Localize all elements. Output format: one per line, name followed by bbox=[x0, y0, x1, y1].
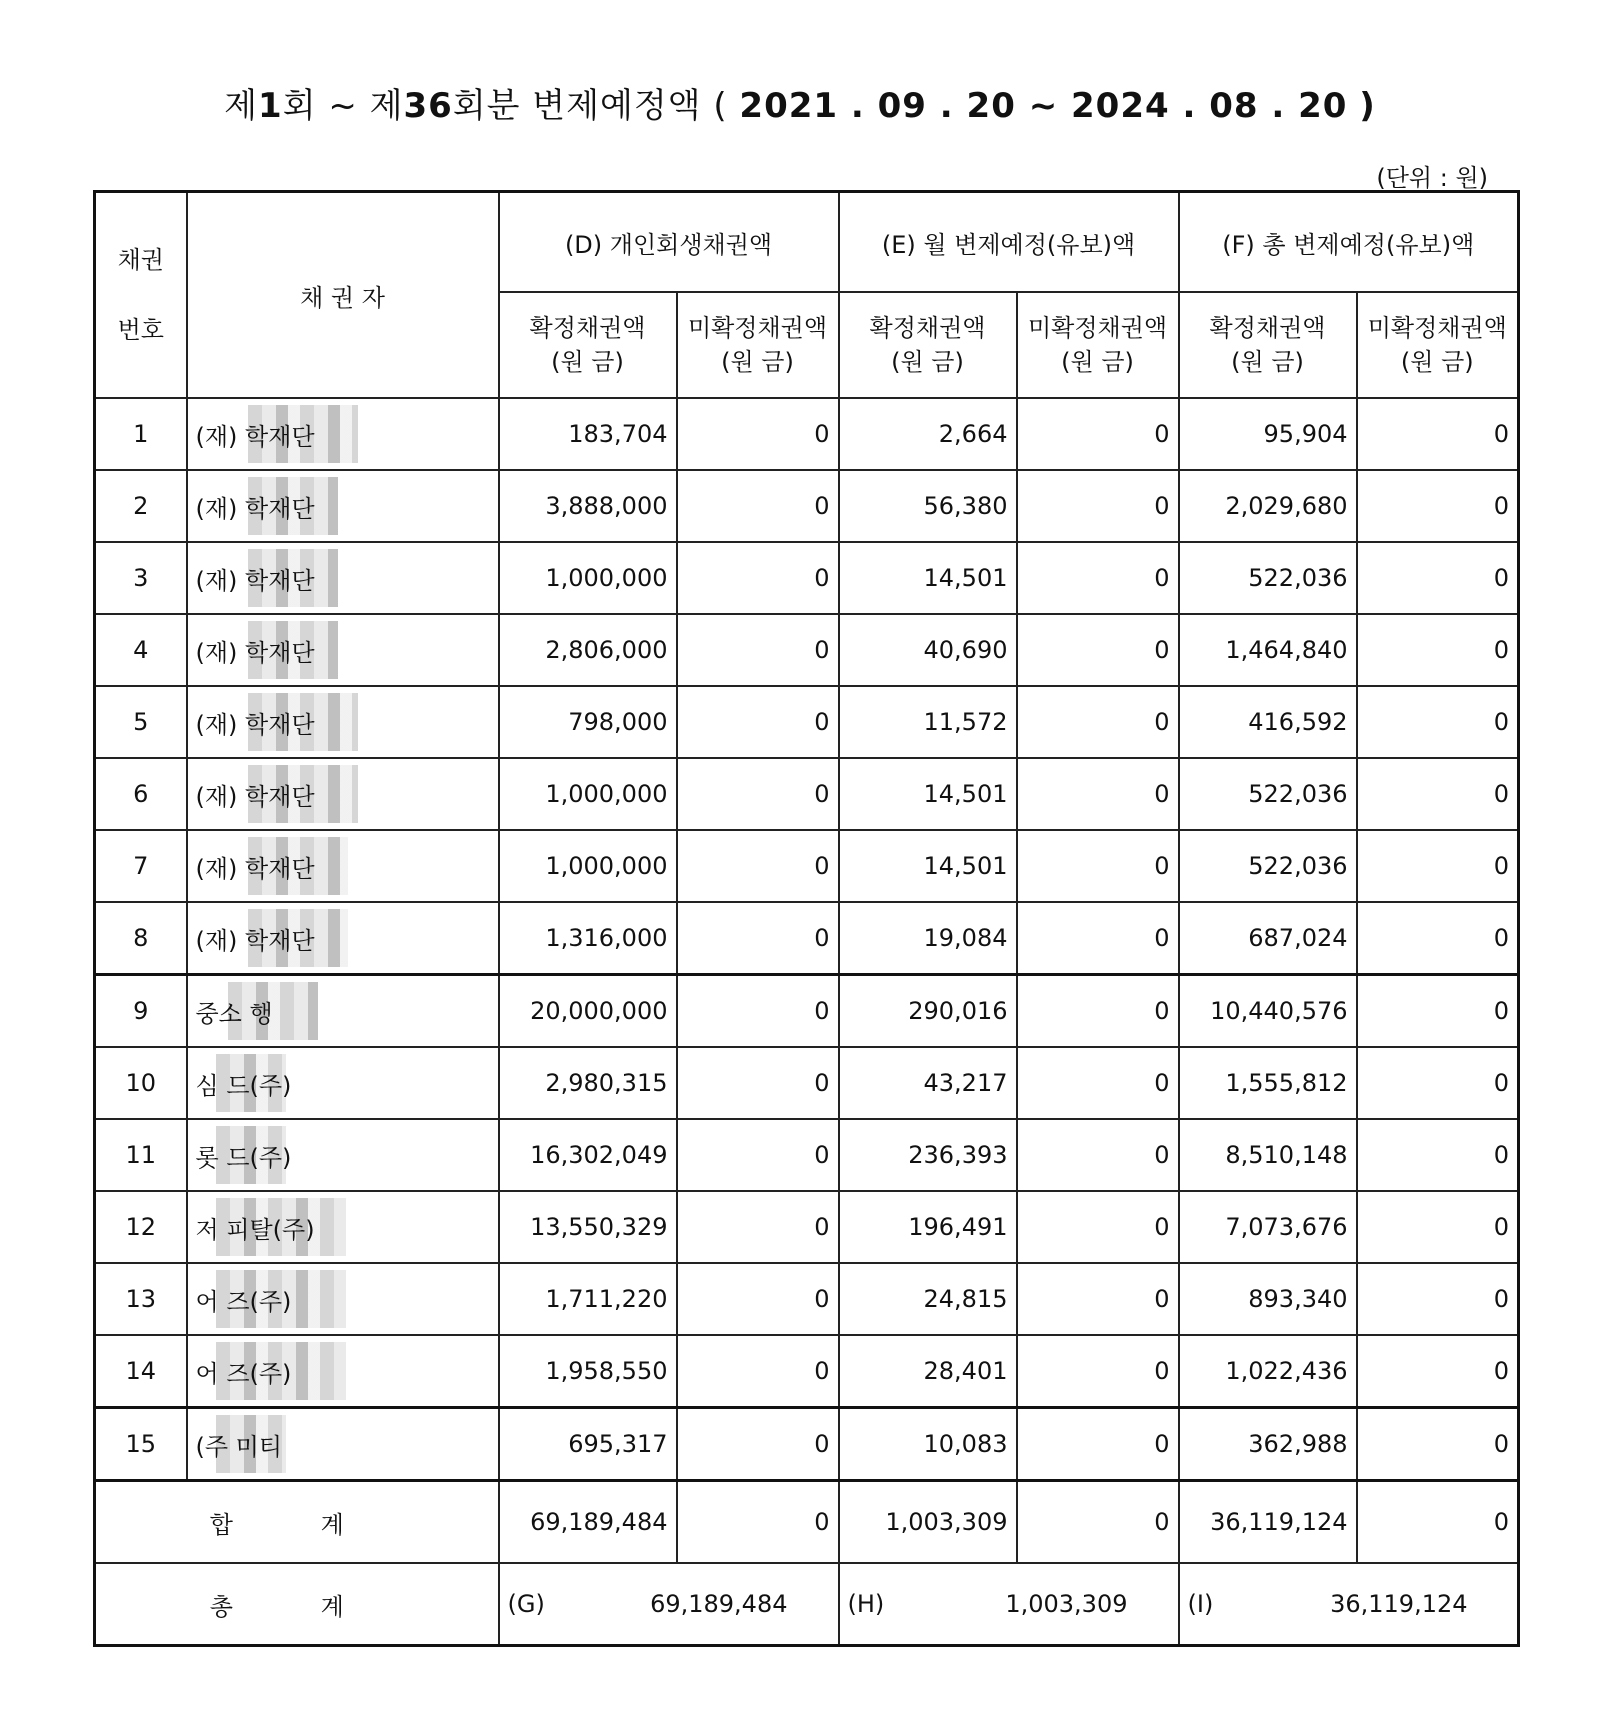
grand-total-i-value: 36,119,124 bbox=[1330, 1590, 1468, 1618]
creditor-number-cell: 14 bbox=[95, 1335, 187, 1408]
grand-total-h-value: 1,003,309 bbox=[1005, 1590, 1128, 1618]
creditor-number-cell: 13 bbox=[95, 1263, 187, 1335]
e-confirmed-cell: 43,217 bbox=[839, 1047, 1017, 1119]
creditor-number-cell: 2 bbox=[95, 470, 187, 542]
table-row bbox=[95, 470, 1519, 542]
d-confirmed-cell: 1,000,000 bbox=[499, 542, 677, 614]
d-unconfirmed-cell: 0 bbox=[677, 1408, 839, 1481]
f-unconfirmed-cell: 0 bbox=[1357, 1119, 1519, 1191]
d-confirmed-cell: 695,317 bbox=[499, 1408, 677, 1481]
creditor-name-cell bbox=[187, 1335, 499, 1408]
d-unconfirmed-cell: 0 bbox=[677, 1263, 839, 1335]
header-principal-label: (원 금) bbox=[1231, 348, 1304, 376]
header-e-unconfirmed bbox=[1017, 292, 1179, 398]
table-row bbox=[95, 902, 1519, 975]
creditor-number-cell: 7 bbox=[95, 830, 187, 902]
creditor-number-cell: 1 bbox=[95, 398, 187, 470]
e-unconfirmed-cell: 0 bbox=[1017, 902, 1179, 975]
e-confirmed-cell: 196,491 bbox=[839, 1191, 1017, 1263]
subtotal-f-unconfirmed: 0 bbox=[1357, 1481, 1519, 1564]
f-confirmed-cell: 522,036 bbox=[1179, 758, 1357, 830]
header-group-e: (E) 월 변제예정(유보)액 bbox=[839, 192, 1179, 293]
grand-total-h bbox=[839, 1563, 1179, 1646]
d-unconfirmed-cell: 0 bbox=[677, 1191, 839, 1263]
d-confirmed-cell: 20,000,000 bbox=[499, 975, 677, 1048]
creditor-name: (재) 학재단 bbox=[195, 422, 315, 451]
e-unconfirmed-cell: 0 bbox=[1017, 830, 1179, 902]
grand-total-row bbox=[95, 1563, 1519, 1646]
creditor-name: (재) 학재단 bbox=[195, 926, 315, 955]
d-unconfirmed-cell: 0 bbox=[677, 1335, 839, 1408]
e-confirmed-cell: 290,016 bbox=[839, 975, 1017, 1048]
f-confirmed-cell: 7,073,676 bbox=[1179, 1191, 1357, 1263]
d-confirmed-cell: 798,000 bbox=[499, 686, 677, 758]
header-unconfirmed-label: 미확정채권액 bbox=[687, 314, 828, 342]
creditor-name: (재) 학재단 bbox=[195, 782, 315, 811]
f-confirmed-cell: 8,510,148 bbox=[1179, 1119, 1357, 1191]
d-unconfirmed-cell: 0 bbox=[677, 758, 839, 830]
subtotal-row bbox=[95, 1481, 1519, 1564]
subtotal-e-confirmed: 1,003,309 bbox=[839, 1481, 1017, 1564]
header-no-line1: 채권 bbox=[117, 246, 164, 274]
creditor-name: 중소 행 bbox=[195, 999, 273, 1028]
creditor-name: 롯 드(주) bbox=[195, 1143, 292, 1172]
table-row bbox=[95, 975, 1519, 1048]
e-confirmed-cell: 236,393 bbox=[839, 1119, 1017, 1191]
title-close: ) bbox=[1359, 86, 1376, 126]
header-confirmed-label: 확정채권액 bbox=[529, 314, 646, 342]
creditor-name-cell bbox=[187, 1047, 499, 1119]
creditor-name-cell bbox=[187, 1191, 499, 1263]
d-unconfirmed-cell: 0 bbox=[677, 1119, 839, 1191]
e-unconfirmed-cell: 0 bbox=[1017, 1119, 1179, 1191]
header-group-f: (F) 총 변제예정(유보)액 bbox=[1179, 192, 1519, 293]
title-suffix: 회분 변제예정액 ( bbox=[452, 86, 728, 126]
header-creditor-no bbox=[95, 192, 187, 399]
grand-total-h-label: (H) bbox=[847, 1590, 885, 1618]
d-unconfirmed-cell: 0 bbox=[677, 1047, 839, 1119]
creditor-name: (재) 학재단 bbox=[195, 566, 315, 595]
e-confirmed-cell: 40,690 bbox=[839, 614, 1017, 686]
e-unconfirmed-cell: 0 bbox=[1017, 542, 1179, 614]
e-confirmed-cell: 14,501 bbox=[839, 758, 1017, 830]
d-unconfirmed-cell: 0 bbox=[677, 975, 839, 1048]
f-confirmed-cell: 522,036 bbox=[1179, 542, 1357, 614]
d-unconfirmed-cell: 0 bbox=[677, 398, 839, 470]
d-confirmed-cell: 1,958,550 bbox=[499, 1335, 677, 1408]
f-confirmed-cell: 1,555,812 bbox=[1179, 1047, 1357, 1119]
d-confirmed-cell: 16,302,049 bbox=[499, 1119, 677, 1191]
header-principal-label: (원 금) bbox=[721, 348, 794, 376]
d-unconfirmed-cell: 0 bbox=[677, 902, 839, 975]
d-confirmed-cell: 3,888,000 bbox=[499, 470, 677, 542]
header-no-line2: 번호 bbox=[117, 316, 164, 344]
f-unconfirmed-cell: 0 bbox=[1357, 830, 1519, 902]
e-confirmed-cell: 10,083 bbox=[839, 1408, 1017, 1481]
header-row-top bbox=[95, 192, 1519, 293]
creditor-name-cell bbox=[187, 614, 499, 686]
subtotal-d-confirmed: 69,189,484 bbox=[499, 1481, 677, 1564]
grand-total-i bbox=[1179, 1563, 1519, 1646]
table-row bbox=[95, 758, 1519, 830]
e-confirmed-cell: 24,815 bbox=[839, 1263, 1017, 1335]
creditor-name: (주 미티 bbox=[195, 1432, 283, 1461]
f-unconfirmed-cell: 0 bbox=[1357, 902, 1519, 975]
table-row bbox=[95, 1191, 1519, 1263]
creditor-name: (재) 학재단 bbox=[195, 854, 315, 883]
header-f-unconfirmed bbox=[1357, 292, 1519, 398]
creditor-name-cell bbox=[187, 542, 499, 614]
f-unconfirmed-cell: 0 bbox=[1357, 1408, 1519, 1481]
document-title bbox=[0, 78, 1600, 127]
creditor-name: 심 드(주) bbox=[195, 1071, 292, 1100]
repayment-table bbox=[93, 190, 1520, 1647]
grand-total-g bbox=[499, 1563, 839, 1646]
f-confirmed-cell: 416,592 bbox=[1179, 686, 1357, 758]
header-principal-label: (원 금) bbox=[1400, 348, 1474, 376]
f-confirmed-cell: 362,988 bbox=[1179, 1408, 1357, 1481]
table-row bbox=[95, 830, 1519, 902]
creditor-number-cell: 12 bbox=[95, 1191, 187, 1263]
d-unconfirmed-cell: 0 bbox=[677, 686, 839, 758]
creditor-number-cell: 6 bbox=[95, 758, 187, 830]
creditor-number-cell: 9 bbox=[95, 975, 187, 1048]
d-confirmed-cell: 183,704 bbox=[499, 398, 677, 470]
table-row bbox=[95, 1263, 1519, 1335]
grand-total-g-label: (G) bbox=[507, 1590, 545, 1618]
creditor-name-cell bbox=[187, 830, 499, 902]
e-confirmed-cell: 56,380 bbox=[839, 470, 1017, 542]
f-unconfirmed-cell: 0 bbox=[1357, 398, 1519, 470]
header-group-d: (D) 개인회생채권액 bbox=[499, 192, 839, 293]
f-confirmed-cell: 522,036 bbox=[1179, 830, 1357, 902]
creditor-name: 어 즈(주) bbox=[195, 1359, 292, 1388]
header-confirmed-label: 확정채권액 bbox=[869, 314, 986, 342]
header-principal-label: (원 금) bbox=[891, 348, 964, 376]
header-principal-label: (원 금) bbox=[1061, 348, 1134, 376]
f-unconfirmed-cell: 0 bbox=[1357, 1047, 1519, 1119]
e-unconfirmed-cell: 0 bbox=[1017, 975, 1179, 1048]
d-confirmed-cell: 13,550,329 bbox=[499, 1191, 677, 1263]
f-unconfirmed-cell: 0 bbox=[1357, 758, 1519, 830]
creditor-number-cell: 10 bbox=[95, 1047, 187, 1119]
creditor-name: 저 피탈(주) bbox=[195, 1215, 315, 1244]
d-confirmed-cell: 1,316,000 bbox=[499, 902, 677, 975]
e-confirmed-cell: 14,501 bbox=[839, 830, 1017, 902]
d-unconfirmed-cell: 0 bbox=[677, 542, 839, 614]
subtotal-e-unconfirmed: 0 bbox=[1017, 1481, 1179, 1564]
table-row bbox=[95, 686, 1519, 758]
creditor-name-cell bbox=[187, 470, 499, 542]
subtotal-f-confirmed: 36,119,124 bbox=[1179, 1481, 1357, 1564]
f-unconfirmed-cell: 0 bbox=[1357, 1191, 1519, 1263]
d-confirmed-cell: 2,980,315 bbox=[499, 1047, 677, 1119]
title-mid: 회 ~ 제 bbox=[282, 86, 404, 126]
grand-total-label: 총 계 bbox=[95, 1563, 499, 1646]
table-footer bbox=[95, 1481, 1519, 1646]
subtotal-d-unconfirmed: 0 bbox=[677, 1481, 839, 1564]
e-unconfirmed-cell: 0 bbox=[1017, 1408, 1179, 1481]
e-unconfirmed-cell: 0 bbox=[1017, 1191, 1179, 1263]
e-unconfirmed-cell: 0 bbox=[1017, 614, 1179, 686]
f-confirmed-cell: 95,904 bbox=[1179, 398, 1357, 470]
creditor-number-cell: 3 bbox=[95, 542, 187, 614]
d-confirmed-cell: 2,806,000 bbox=[499, 614, 677, 686]
e-unconfirmed-cell: 0 bbox=[1017, 398, 1179, 470]
title-to-round: 36 bbox=[403, 86, 453, 126]
creditor-name-cell bbox=[187, 398, 499, 470]
creditor-name-cell bbox=[187, 686, 499, 758]
e-confirmed-cell: 28,401 bbox=[839, 1335, 1017, 1408]
e-unconfirmed-cell: 0 bbox=[1017, 1047, 1179, 1119]
creditor-number-cell: 8 bbox=[95, 902, 187, 975]
table-row bbox=[95, 542, 1519, 614]
creditor-name-cell bbox=[187, 1119, 499, 1191]
header-principal-label: (원 금) bbox=[551, 348, 624, 376]
title-prefix: 제 bbox=[224, 86, 259, 126]
f-confirmed-cell: 687,024 bbox=[1179, 902, 1357, 975]
e-confirmed-cell: 2,664 bbox=[839, 398, 1017, 470]
table-row bbox=[95, 1047, 1519, 1119]
e-unconfirmed-cell: 0 bbox=[1017, 686, 1179, 758]
header-confirmed-label: 확정채권액 bbox=[1209, 314, 1326, 342]
d-confirmed-cell: 1,000,000 bbox=[499, 830, 677, 902]
d-unconfirmed-cell: 0 bbox=[677, 830, 839, 902]
creditor-number-cell: 4 bbox=[95, 614, 187, 686]
e-confirmed-cell: 11,572 bbox=[839, 686, 1017, 758]
creditor-name: 어 즈(주) bbox=[195, 1287, 292, 1316]
table-row bbox=[95, 1408, 1519, 1481]
f-unconfirmed-cell: 0 bbox=[1357, 1263, 1519, 1335]
table-row bbox=[95, 398, 1519, 470]
f-unconfirmed-cell: 0 bbox=[1357, 975, 1519, 1048]
creditor-name-cell bbox=[187, 975, 499, 1048]
creditor-name-cell bbox=[187, 758, 499, 830]
e-confirmed-cell: 19,084 bbox=[839, 902, 1017, 975]
e-unconfirmed-cell: 0 bbox=[1017, 470, 1179, 542]
header-unconfirmed-label: 미확정채권액 bbox=[1367, 314, 1507, 342]
table-row bbox=[95, 1335, 1519, 1408]
header-d-unconfirmed bbox=[677, 292, 839, 398]
f-confirmed-cell: 10,440,576 bbox=[1179, 975, 1357, 1048]
unit-label: (단위 : 원) bbox=[1376, 164, 1488, 192]
f-confirmed-cell: 2,029,680 bbox=[1179, 470, 1357, 542]
creditor-name-cell bbox=[187, 1408, 499, 1481]
e-confirmed-cell: 14,501 bbox=[839, 542, 1017, 614]
d-confirmed-cell: 1,711,220 bbox=[499, 1263, 677, 1335]
header-f-confirmed bbox=[1179, 292, 1357, 398]
table-row bbox=[95, 614, 1519, 686]
d-unconfirmed-cell: 0 bbox=[677, 470, 839, 542]
subtotal-label: 합 계 bbox=[95, 1481, 499, 1564]
d-unconfirmed-cell: 0 bbox=[677, 614, 839, 686]
creditor-name: (재) 학재단 bbox=[195, 638, 315, 667]
f-unconfirmed-cell: 0 bbox=[1357, 1335, 1519, 1408]
creditor-number-cell: 11 bbox=[95, 1119, 187, 1191]
table-row bbox=[95, 1119, 1519, 1191]
creditor-name: (재) 학재단 bbox=[195, 494, 315, 523]
creditor-name-cell bbox=[187, 902, 499, 975]
creditor-name: (재) 학재단 bbox=[195, 710, 315, 739]
f-unconfirmed-cell: 0 bbox=[1357, 542, 1519, 614]
f-unconfirmed-cell: 0 bbox=[1357, 614, 1519, 686]
f-unconfirmed-cell: 0 bbox=[1357, 686, 1519, 758]
header-d-confirmed bbox=[499, 292, 677, 398]
header-e-confirmed bbox=[839, 292, 1017, 398]
e-unconfirmed-cell: 0 bbox=[1017, 758, 1179, 830]
header-unconfirmed-label: 미확정채권액 bbox=[1027, 314, 1168, 342]
title-from-round: 1 bbox=[258, 86, 283, 126]
table-body bbox=[95, 398, 1519, 1481]
f-confirmed-cell: 1,022,436 bbox=[1179, 1335, 1357, 1408]
header-creditor: 채 권 자 bbox=[187, 192, 499, 399]
creditor-number-cell: 5 bbox=[95, 686, 187, 758]
e-unconfirmed-cell: 0 bbox=[1017, 1263, 1179, 1335]
creditor-number-cell: 15 bbox=[95, 1408, 187, 1481]
creditor-name-cell bbox=[187, 1263, 499, 1335]
f-unconfirmed-cell: 0 bbox=[1357, 470, 1519, 542]
f-confirmed-cell: 1,464,840 bbox=[1179, 614, 1357, 686]
d-confirmed-cell: 1,000,000 bbox=[499, 758, 677, 830]
e-unconfirmed-cell: 0 bbox=[1017, 1335, 1179, 1408]
grand-total-i-label: (I) bbox=[1187, 1590, 1214, 1618]
grand-total-g-value: 69,189,484 bbox=[650, 1590, 788, 1618]
f-confirmed-cell: 893,340 bbox=[1179, 1263, 1357, 1335]
title-period: 2021 . 09 . 20 ~ 2024 . 08 . 20 bbox=[739, 86, 1348, 126]
